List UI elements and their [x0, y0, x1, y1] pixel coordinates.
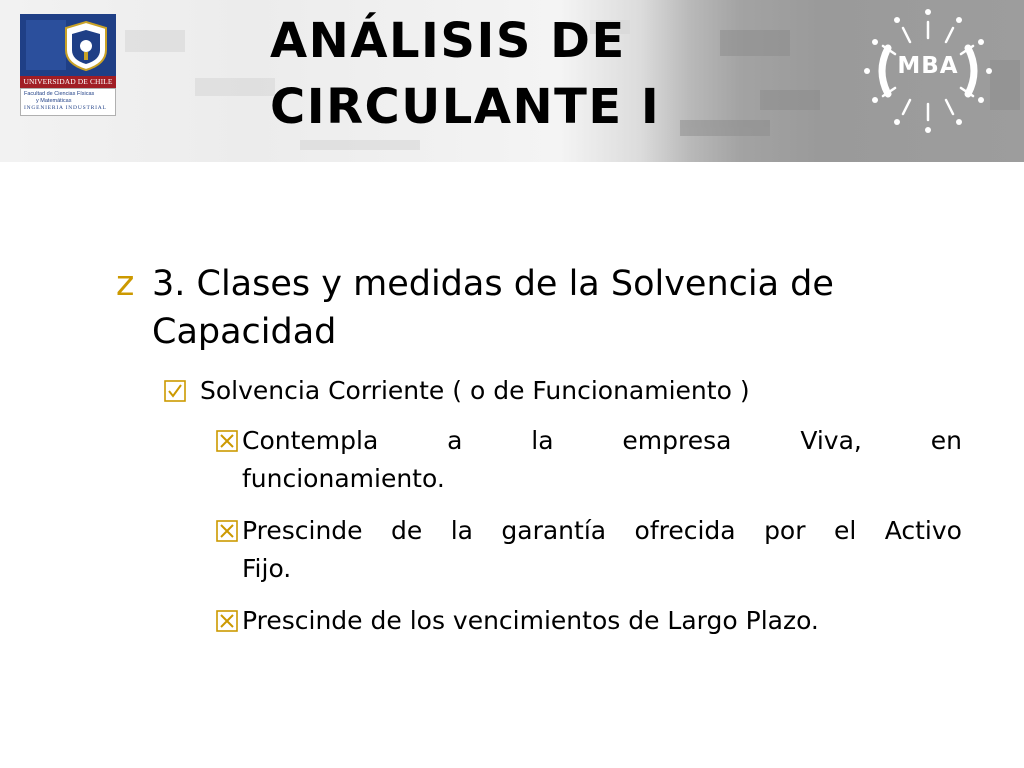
word: garantía	[501, 516, 607, 545]
bullet-level-3-line-2: funcionamiento.	[242, 464, 445, 493]
department-label: INGENIERIA INDUSTRIAL	[24, 105, 107, 111]
bullet-marker-z: z	[116, 264, 135, 304]
word: Activo	[884, 516, 962, 545]
word: Contempla	[242, 426, 379, 455]
checkbox-x-icon	[216, 520, 238, 542]
word: la	[531, 426, 554, 455]
word: el	[833, 516, 857, 545]
faculty-line-1: Facultad de Ciencias Físicas	[24, 91, 95, 97]
word: a	[447, 426, 463, 455]
bullet-level-3-line-2: Fijo.	[242, 554, 292, 583]
bullet-level-1	[116, 260, 936, 356]
bullet-level-3-item	[216, 422, 962, 498]
bullet-level-1-line-2: Capacidad	[152, 312, 337, 352]
word: en	[930, 426, 962, 455]
checkbox-x-icon	[216, 610, 238, 632]
faculty-line-2: y Matemáticas	[36, 98, 72, 104]
bullet-level-1-line-1: 3. Clases y medidas de la Solvencia de	[152, 264, 834, 304]
word: Prescinde	[242, 516, 363, 545]
bullet-level-3-line-1	[242, 512, 962, 550]
university-name: UNIVERSIDAD DE CHILE	[20, 76, 116, 88]
word: ofrecida	[634, 516, 736, 545]
bullet-level-2-text: Solvencia Corriente ( o de Funcionamiento )	[200, 376, 750, 405]
word: la	[450, 516, 473, 545]
word: de	[391, 516, 423, 545]
bullet-level-3-line-1: Prescinde de los vencimientos de Largo Plazo.	[242, 606, 819, 635]
slide-title-line-2: CIRCULANTE I	[270, 79, 661, 135]
slide-title-line-1: ANÁLISIS DE	[270, 13, 626, 69]
checkbox-x-icon	[216, 430, 238, 452]
bullet-level-2	[164, 373, 924, 409]
word: Viva,	[800, 426, 862, 455]
mba-logo-text: MBA	[897, 53, 959, 79]
bullet-level-3-item	[216, 512, 962, 588]
word: empresa	[622, 426, 732, 455]
bullet-level-3-item	[216, 602, 962, 640]
bullet-level-3-line-1	[242, 422, 962, 460]
word: por	[764, 516, 806, 545]
checkbox-check-icon	[164, 380, 186, 402]
